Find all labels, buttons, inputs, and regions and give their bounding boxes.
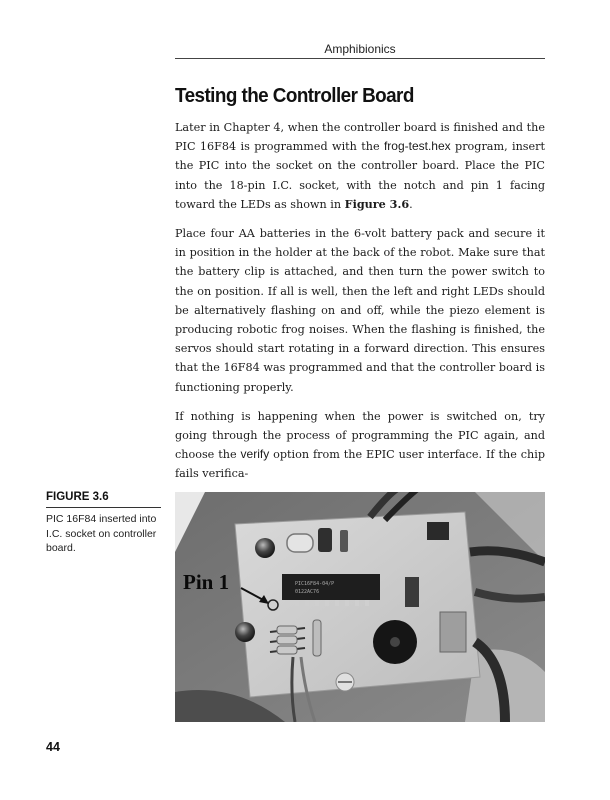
figure-caption: PIC 16F84 inserted into I.C. socket on controller board. bbox=[46, 513, 157, 554]
verify-option: verify bbox=[240, 447, 270, 462]
figure-label: FIGURE 3.6 bbox=[46, 491, 109, 503]
section-title: Testing the Controller Board bbox=[175, 84, 414, 107]
paragraph-3-text-a: If nothing is happening when the power is switched on, try going through the process of programming the PIC again, and choose the bbox=[175, 409, 545, 462]
body-text bbox=[175, 118, 545, 494]
paragraph-1 bbox=[175, 118, 545, 214]
figure-reference: Figure 3.6 bbox=[344, 196, 410, 211]
paragraph-1-text-a: Later in Chapter 4, when the controller board is finished and the PIC 16F84 is programmed with the bbox=[175, 121, 545, 154]
led-top bbox=[255, 538, 275, 558]
controller-board-photo bbox=[175, 492, 545, 722]
led-bottom bbox=[235, 622, 255, 642]
pic-chip bbox=[282, 574, 380, 600]
figure-rule bbox=[46, 507, 161, 508]
pin-1-label: Pin 1 bbox=[183, 570, 230, 594]
chip-marking-2: 0122AC76 bbox=[295, 589, 320, 595]
paragraph-1-text-c: program, insert the PIC into the socket on the controller board. Place the PIC into the 18-pin I.C. socket, with the notch and pin 1 facing toward the LEDs as shown in bbox=[175, 140, 545, 211]
paragraph-2: Place four AA batteries in the 6-volt battery pack and secure it in position in the holder at the back of the robot. Make sure that the battery clip is attached, and then turn the power switch to the on position. If all is well, then the left and right LEDs should be alternatively flashing on and off, while the piezo element is producing robotic frog noises. When the flashing is finished, the servos should start rotating in a forward direction. This ensures that the 16F84 was programmed and that the controller board is functioning properly. bbox=[175, 227, 545, 394]
paragraph-3-text-c: option from the EPIC user interface. If the chip fails verifica- bbox=[175, 448, 545, 481]
paragraph-1-text-e: . bbox=[409, 197, 413, 211]
header-rule bbox=[175, 58, 545, 59]
page-number: 44 bbox=[46, 740, 60, 754]
chip-marking-1: PIC16F84-04/P bbox=[295, 581, 335, 587]
running-head: Amphibionics bbox=[324, 42, 396, 56]
controller-board-illustration bbox=[175, 492, 545, 722]
filename-frog-test: frog-test.hex bbox=[383, 139, 451, 154]
paragraph-3 bbox=[175, 407, 545, 484]
